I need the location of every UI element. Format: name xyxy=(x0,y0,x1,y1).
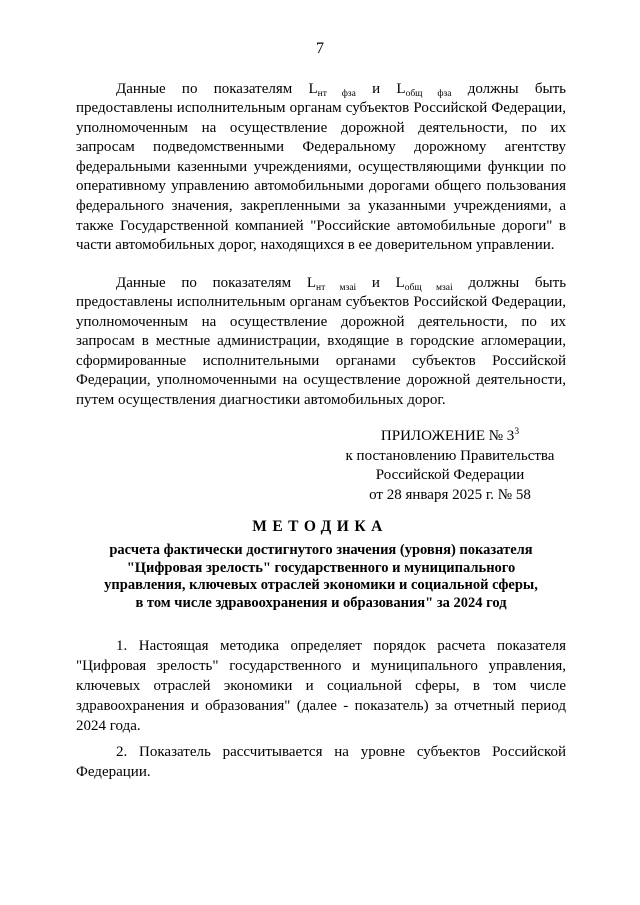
appendix-number xyxy=(300,427,600,447)
indicator-symbol: L xyxy=(395,275,405,291)
text-tail: должны быть xyxy=(468,275,567,291)
subtitle-line: "Цифровая зрелость" государственного и муниципального xyxy=(126,559,516,576)
subtitle-line: управления, ключевых отраслей экономики и социальной сферы, xyxy=(104,577,538,593)
indicator-symbol: L xyxy=(306,275,316,291)
methodology-title: МЕТОДИКА xyxy=(252,518,388,535)
text-tail: должны быть xyxy=(467,81,566,97)
text-conj: и xyxy=(372,81,381,97)
clause-1: 1. Настоящая методика определяет порядок расчета показателя "Цифровая зрелость" государственного и муниципального управления, ключевых отраслей экономики и социальной сферы, в том числе здравоохранения и образования" (далее - показатель) за отчетный период 2024 года. xyxy=(76,638,566,734)
indicator-subscript: общ фза xyxy=(405,89,452,99)
methodology-subtitle xyxy=(76,542,566,612)
appendix-government: Российской Федерации xyxy=(375,467,525,483)
indicator-subscript: общ мзаі xyxy=(404,283,453,293)
appendix-date: от 28 января 2025 г. № 58 xyxy=(369,486,531,503)
indicator-2 xyxy=(396,81,451,97)
appendix-heading xyxy=(300,427,600,505)
subtitle-line: расчета фактически достигнутого значения (уровня) показателя xyxy=(109,542,533,558)
indicator-subscript: нт мзаі xyxy=(316,283,357,293)
indicator-1 xyxy=(308,81,355,97)
page-number: 7 xyxy=(316,40,324,57)
appendix-resolution: к постановлению Правительства xyxy=(345,447,555,464)
text-conj: и xyxy=(371,275,380,291)
indicator-1 xyxy=(307,275,356,291)
methodology-body xyxy=(76,636,566,782)
indicator-subscript: нт фза xyxy=(317,89,356,99)
paragraph-highway-federal xyxy=(76,73,566,256)
paragraph-highway-municipal xyxy=(76,267,566,411)
appendix-number-text: ПРИЛОЖЕНИЕ № 3 xyxy=(380,428,515,444)
paragraph-body: предоставлены исполнительным органам субъектов Российской Федерации, уполномоченным на осуществление дорожной деятельности, по их запросам подведомственными Федеральному дорожному агентству федеральными казенными учреждениями, осуществляющими функции по оперативному управлению автомобильными дорогами общего пользования федерального значения, закрепленными за указанными учреждениями, а также Государственной компанией "Российские автомобильные дороги" в части автомобильных дорог, находящихся в ее доверительном управлении. xyxy=(76,100,566,254)
text-lead: Данные по показателям xyxy=(116,275,292,291)
subtitle-line: в том числе здравоохранения и образования" за 2024 год xyxy=(135,594,507,611)
indicator-2 xyxy=(396,275,453,291)
indicator-symbol: L xyxy=(396,81,406,97)
appendix-number-sup: 3 xyxy=(514,427,520,437)
paragraph-body: предоставлены исполнительным органам субъектов Российской Федерации, уполномоченным на осуществление дорожной деятельности, по их запросам в местные администрации, входящие в городские агломерации, сформированные исполнительными органами субъектов Российской Федерации, уполномоченными на осуществление дорожной деятельности, путем осуществления диагностики автомобильных дорог. xyxy=(76,294,566,408)
clause-2: 2. Показатель рассчитывается на уровне субъектов Российской Федерации. xyxy=(76,744,566,780)
text-lead: Данные по показателям xyxy=(116,81,293,97)
indicator-symbol: L xyxy=(308,81,318,97)
